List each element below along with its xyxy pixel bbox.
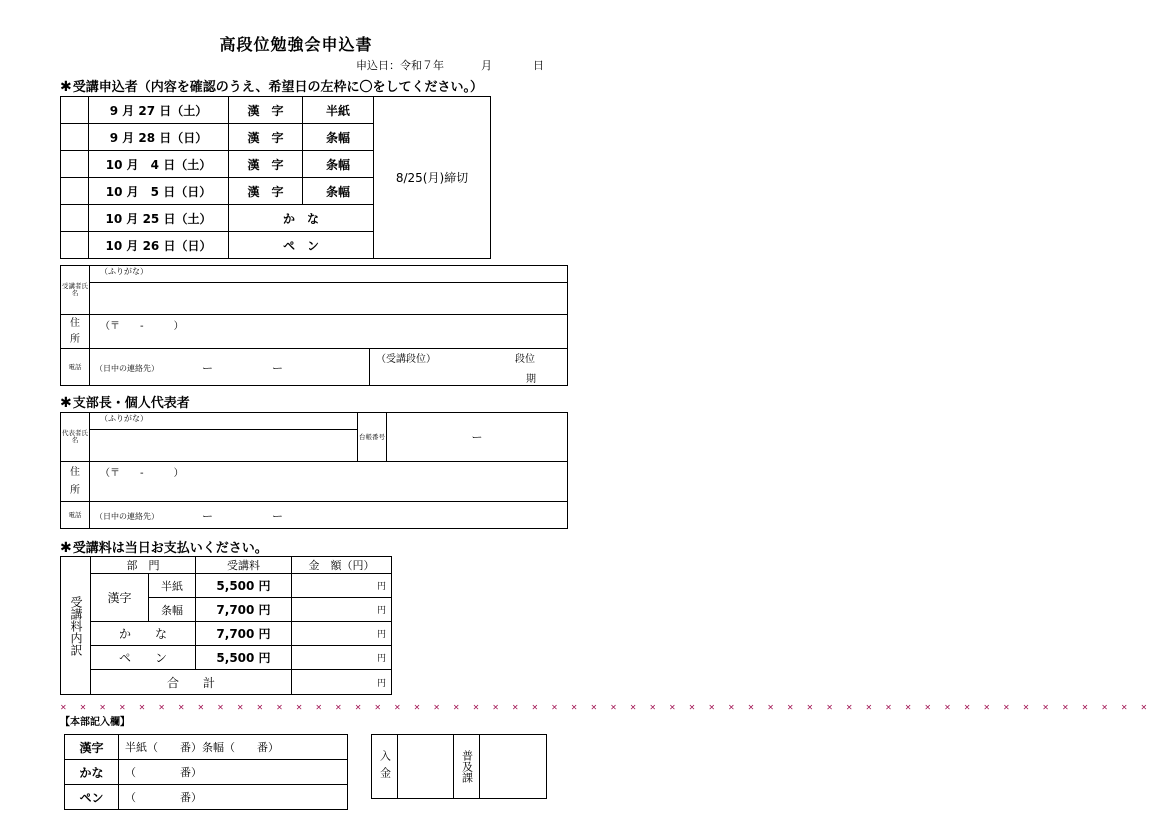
office-stamp-table <box>371 734 547 799</box>
select-cell-5[interactable] <box>61 205 89 232</box>
fee-row-amount[interactable]: 円 <box>292 574 392 598</box>
receipt-label <box>372 735 398 799</box>
format-cell: 半紙 <box>303 97 374 124</box>
date-cell: 10 月 4 日（土） <box>89 151 229 178</box>
applicant-phone-label: 電話 <box>61 349 90 386</box>
address-label-top: 住 <box>70 317 80 329</box>
fee-row-amount[interactable]: 円 <box>292 622 392 646</box>
deadline-cell: 8/25(月)締切 <box>374 97 491 259</box>
office-row-label: かな <box>65 760 119 785</box>
applicant-table <box>60 265 568 386</box>
representative-address-field[interactable]: （〒 - ） <box>90 462 568 502</box>
representative-name-label: 代表者氏名 <box>61 413 90 462</box>
select-cell-4[interactable] <box>61 178 89 205</box>
representative-address-label <box>61 462 90 502</box>
rank-unit: 段位 <box>515 354 535 365</box>
category-cell: 漢 字 <box>229 151 303 178</box>
fee-breakdown-label <box>61 557 91 695</box>
representative-furigana-field[interactable]: （ふりがな） <box>90 413 358 430</box>
ledger-number-label: 台帳番号 <box>358 413 387 462</box>
fee-row-name: ペ ン <box>91 646 196 670</box>
select-cell-6[interactable] <box>61 232 89 259</box>
office-heading: 【本部記入欄】 <box>60 717 130 728</box>
date-cell: 9 月 27 日（土） <box>89 97 229 124</box>
fee-row-price: 5,500 円 <box>196 646 292 670</box>
receipt-stamp-field[interactable] <box>398 735 454 799</box>
applicant-phone-field[interactable] <box>90 349 350 386</box>
applicant-furigana-field[interactable]: （ふりがな） <box>90 266 568 283</box>
office-row-label: ペン <box>65 785 119 810</box>
cut-line: ✕ ✕ ✕ ✕ ✕ ✕ ✕ ✕ ✕ ✕ ✕ ✕ ✕ ✕ ✕ ✕ ✕ ✕ ✕ ✕ ✕ ✕ ✕ ✕ ✕ ✕ ✕ ✕ ✕ ✕ ✕ ✕ ✕ ✕ ✕ ✕ ✕ ✕ ✕ ✕ ✕ ✕ ✕ ✕ ✕ ✕ ✕ ✕ ✕ ✕ ✕ ✕ ✕ ✕ ✕ ✕ <box>60 703 1152 712</box>
fee-row-price: 7,700 円 <box>196 598 292 622</box>
select-cell-3[interactable] <box>61 151 89 178</box>
applicant-address-field[interactable]: （〒 - ） <box>90 315 568 349</box>
date-cell: 10 月 26 日（日） <box>89 232 229 259</box>
applicant-address-label <box>61 315 90 349</box>
receipt-label-text: 入金 <box>378 749 392 784</box>
office-table <box>64 734 348 810</box>
fee-table <box>60 556 392 695</box>
fee-row-name: 半紙 <box>149 574 196 598</box>
format-cell: 条幅 <box>303 178 374 205</box>
category-cell: 漢 字 <box>229 178 303 205</box>
phone-dash-1: ー <box>202 362 213 375</box>
asterisk-icon: ✱ <box>60 79 72 95</box>
schedule-heading-text: 受講申込者（内容を確認のうえ、希望日の左枠に〇をしてください。） <box>72 80 484 95</box>
fee-row-amount[interactable]: 円 <box>292 598 392 622</box>
fee-row-price: 5,500 円 <box>196 574 292 598</box>
fee-row-name: か な <box>91 622 196 646</box>
date-cell: 9 月 28 日（日） <box>89 124 229 151</box>
representative-name-field[interactable] <box>90 430 358 462</box>
date-cell: 10 月 5 日（日） <box>89 178 229 205</box>
application-date-label: 申込日：令和７年 <box>356 59 444 72</box>
header-department: 部 門 <box>91 557 196 574</box>
rank-label: （受講段位） <box>376 354 436 365</box>
dept-label <box>454 735 480 799</box>
category-cell: か な <box>229 205 374 232</box>
fee-row-name: 条幅 <box>149 598 196 622</box>
kanji-label: 漢字 <box>91 574 149 622</box>
representative-heading-text: 支部長・個人代表者 <box>72 396 190 411</box>
phone-dash-2: ー <box>272 362 283 375</box>
daytime-label: （日中の連絡先） <box>95 512 159 521</box>
fee-row-price: 7,700 円 <box>196 622 292 646</box>
category-cell: 漢 字 <box>229 124 303 151</box>
address-label-top: 住 <box>70 466 80 478</box>
select-cell-1[interactable] <box>61 97 89 124</box>
schedule-table <box>60 96 491 259</box>
representative-heading <box>60 392 190 411</box>
fee-heading <box>60 537 268 556</box>
format-cell: 条幅 <box>303 124 374 151</box>
date-cell: 10 月 25 日（土） <box>89 205 229 232</box>
total-label: 合 計 <box>91 670 292 695</box>
applicant-name-field[interactable] <box>90 283 568 315</box>
applicant-name-label: 受講者氏名 <box>61 266 90 315</box>
ledger-number-field[interactable]: ー <box>387 413 568 462</box>
phone-spacer <box>350 349 370 386</box>
day-label: 日 <box>533 59 544 72</box>
category-cell: ペ ン <box>229 232 374 259</box>
term-unit: 期 <box>526 374 536 385</box>
month-label: 月 <box>481 59 492 72</box>
total-amount[interactable]: 円 <box>292 670 392 695</box>
header-fee: 受講料 <box>196 557 292 574</box>
schedule-heading <box>60 76 483 95</box>
applicant-rank-field[interactable] <box>370 349 568 386</box>
office-row-label: 漢字 <box>65 735 119 760</box>
category-cell: 漢 字 <box>229 97 303 124</box>
fee-heading-text: 受講料は当日お支払いください。 <box>72 541 268 556</box>
daytime-label: （日中の連絡先） <box>95 364 159 373</box>
fee-breakdown-text: 受講料内訳 <box>69 595 83 656</box>
representative-phone-field[interactable] <box>90 502 568 529</box>
address-label-bottom: 所 <box>70 333 80 345</box>
address-label-bottom: 所 <box>70 484 80 496</box>
header-amount: 金 額（円） <box>292 557 392 574</box>
asterisk-icon: ✱ <box>60 540 72 556</box>
office-row-value[interactable]: （ 番） <box>119 760 348 785</box>
select-cell-2[interactable] <box>61 124 89 151</box>
office-row-value[interactable]: 半紙（ 番）条幅（ 番） <box>119 735 348 760</box>
fee-row-amount[interactable]: 円 <box>292 646 392 670</box>
dept-stamp-field[interactable] <box>480 735 547 799</box>
format-cell: 条幅 <box>303 151 374 178</box>
form-title: 高段位勉強会申込書 <box>219 35 373 54</box>
representative-phone-label: 電話 <box>61 502 90 529</box>
representative-table <box>60 412 568 529</box>
office-row-value[interactable]: （ 番） <box>119 785 348 810</box>
application-date <box>356 57 544 73</box>
phone-dash-1: ー <box>202 510 213 523</box>
phone-dash-2: ー <box>272 510 283 523</box>
asterisk-icon: ✱ <box>60 395 72 411</box>
dept-label-text: 普及課 <box>460 750 474 783</box>
